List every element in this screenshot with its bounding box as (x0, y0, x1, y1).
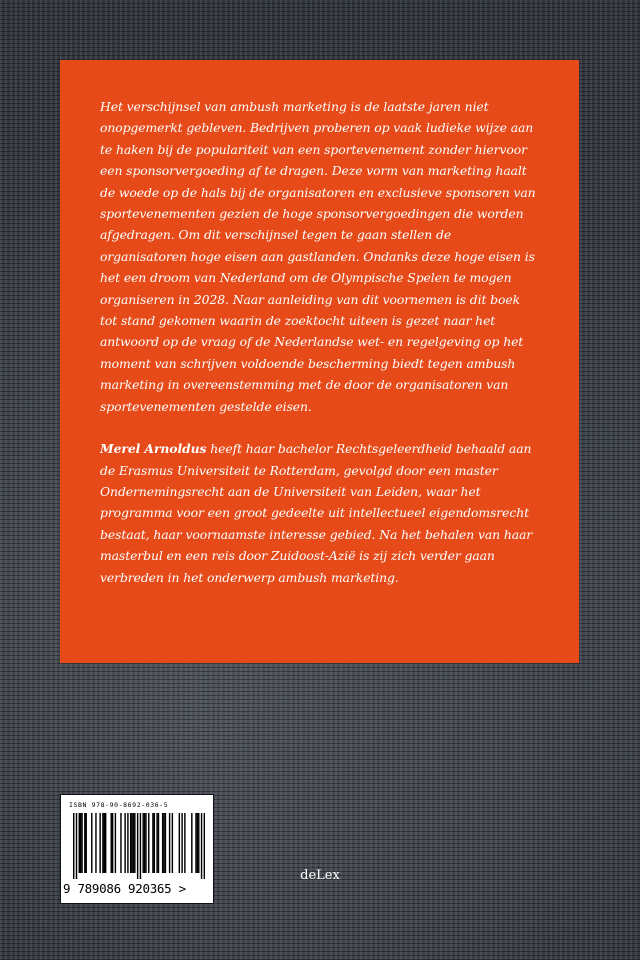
barcode-bar (130, 813, 131, 873)
barcode-bar (131, 813, 132, 873)
barcode-bar (145, 813, 146, 873)
barcode-bar (80, 813, 81, 873)
barcode-bar (179, 813, 180, 873)
blurb-panel (60, 60, 579, 663)
barcode-bar (99, 813, 100, 873)
barcode-bar (163, 813, 164, 873)
barcode-bar (154, 813, 155, 873)
barcode-bar (127, 813, 128, 873)
barcode-bar (120, 813, 121, 873)
barcode-bar (73, 813, 74, 879)
author-name: Merel Arnoldus (100, 441, 207, 457)
barcode-bar (111, 813, 112, 873)
barcode-bar (172, 813, 173, 873)
publisher-logo: deLex (300, 868, 340, 883)
barcode-bar (134, 813, 135, 873)
barcode-bar (84, 813, 85, 873)
barcode-bar (105, 813, 106, 873)
barcode-bar (195, 813, 196, 873)
barcode-bars (73, 813, 205, 879)
barcode-bar (81, 813, 82, 873)
barcode-bar (102, 813, 103, 873)
isbn-label: ISBN 978-90-8692-036-5 (69, 801, 169, 809)
barcode-bar (197, 813, 198, 873)
barcode-bar (115, 813, 116, 873)
barcode-bar (86, 813, 87, 873)
author-bio (100, 438, 539, 588)
barcode-bar (181, 813, 182, 873)
barcode-bar (144, 813, 145, 873)
barcode-bar (95, 813, 96, 873)
barcode-bar (104, 813, 105, 873)
barcode-bar (204, 813, 205, 879)
barcode-bar (201, 813, 202, 879)
barcode-bar (137, 813, 138, 879)
barcode-bar (91, 813, 92, 873)
barcode-bar (184, 813, 185, 873)
blurb-text: Het verschijnsel van ambush marketing is de laatste jaren niet onopgemerkt gebleven. Bedrijven proberen op vaak ludieke wijze aan te haken bij de populariteit van een sportevenement zonder hiervoor een sponsorvergoeding af te dragen. Deze vorm van marketing haalt de woede op de hals bij de organisatoren en exclusieve sponsoren van sportevenementen gezien de hoge sponsorvergoedingen die worden afgedragen. Om dit verschijnsel tegen te gaan stellen de organisatoren hoge eisen aan gastlanden. Ondanks deze hoge eisen is het een droom van Nederland om de Olympische Spelen te mogen organiseren in 2028. Naar aanleiding van dit voornemen is dit boek tot stand gekomen waarin de zoektocht uiteen is gezet naar het antwoord op de vraag of de Nederlandse wet- en regelgeving op het moment van schrijven voldoende bescherming biedt tegen ambush marketing in overeenstemming met de door de organisatoren van sportevenementen gestelde eisen. (100, 99, 536, 414)
barcode-bar (79, 813, 80, 873)
barcode-bar (76, 813, 77, 879)
isbn-barcode (60, 794, 214, 904)
author-bio-text: heeft haar bachelor Rechtsgeleerdheid behaald aan de Erasmus Universiteit te Rotterdam, gevolgd door een master Ondernemingsrecht aan de Universiteit van Leiden, waar het programma voor een groot gedeelte uit intellectueel eigendomsrecht bestaat, haar voornaamste interesse gebied. Na het behalen van haar masterbul en een reis door Zuidoost-Azië is zij zich verder gaan verbreden in het onderwerp ambush marketing. (100, 441, 533, 585)
barcode-bar (152, 813, 153, 873)
barcode-bar (191, 813, 192, 873)
barcode-bar (142, 813, 143, 873)
barcode-bar (156, 813, 157, 873)
barcode-bar (124, 813, 125, 873)
barcode-bar (158, 813, 159, 873)
barcode-bar (140, 813, 141, 879)
barcode-bar (198, 813, 199, 873)
barcode-bar (112, 813, 113, 873)
barcode-bar (169, 813, 170, 873)
barcode-bar (165, 813, 166, 873)
barcode-digits: 9 789086 920365 > (63, 881, 186, 896)
barcode-bar (148, 813, 149, 873)
barcode-bar (162, 813, 163, 873)
barcode-bar (133, 813, 134, 873)
